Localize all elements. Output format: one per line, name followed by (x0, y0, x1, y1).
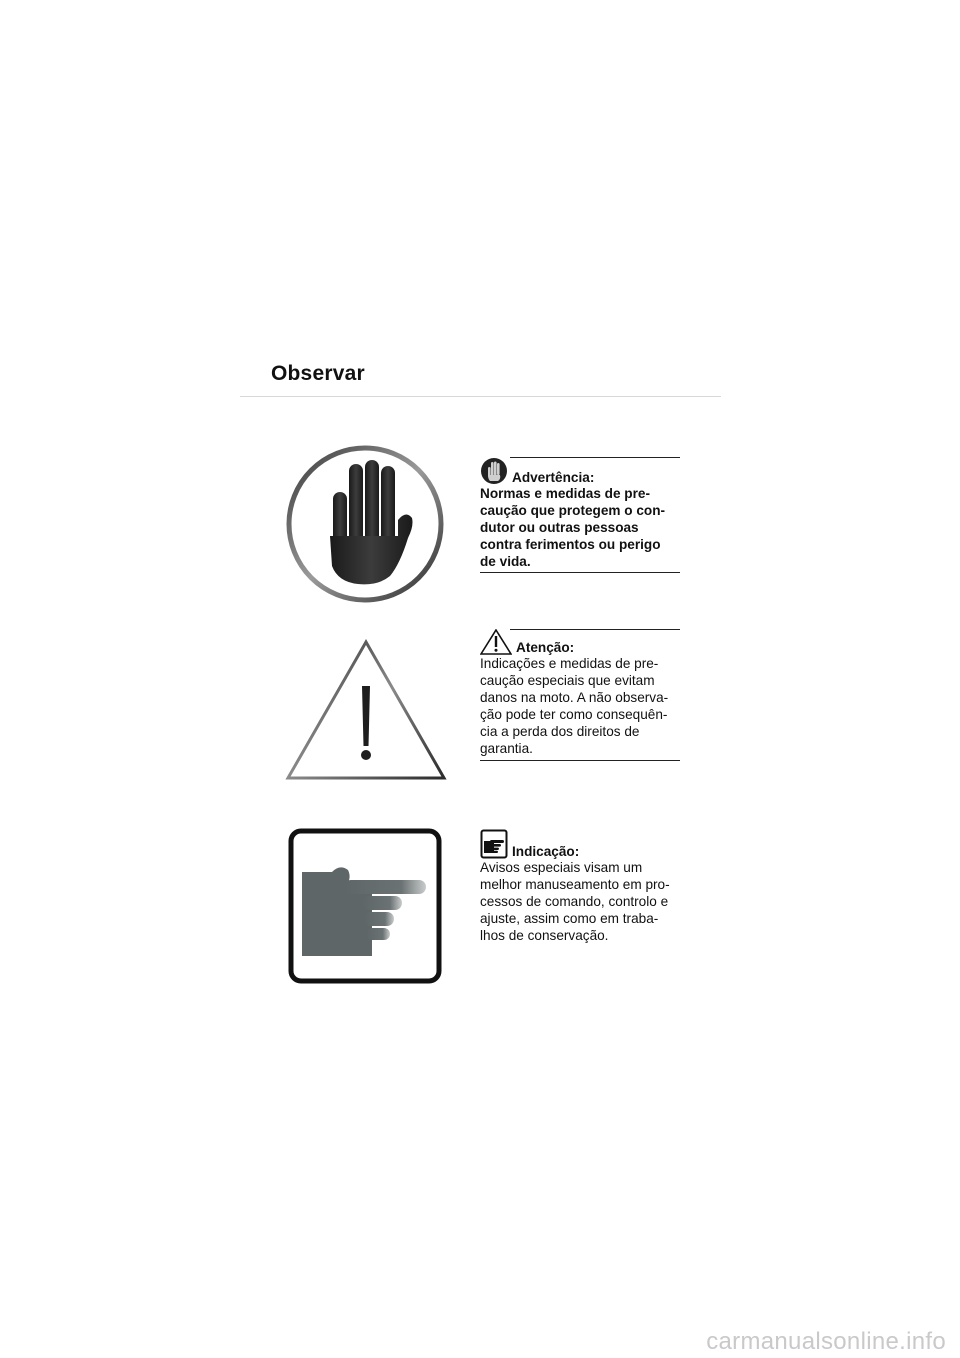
caution-heading: Atenção: (516, 640, 575, 655)
page-title: Observar (271, 362, 365, 385)
caution-bottom-rule (480, 760, 680, 761)
exclamation-triangle-icon (284, 638, 448, 782)
title-divider (240, 396, 721, 397)
watermark-footer: carmanualsonline.info (706, 1328, 946, 1355)
note-section (480, 830, 680, 944)
note-body: Avisos especiais visam um melhor manuseamento em pro-cessos de comando, controlo e ajuste, assim como em traba-lhos de conservação. (480, 860, 670, 944)
warning-bottom-rule (480, 572, 680, 573)
warning-heading: Advertência: (512, 470, 595, 485)
stop-hand-icon (286, 444, 446, 606)
warning-body: Normas e medidas de pre-caução que protegem o con-dutor ou outras pessoas contra ferimentos ou perigo de vida. (480, 486, 666, 570)
caution-body: Indicações e medidas de pre-caução especiais que evitam danos na moto. A não observa-ção pode ter como consequên-cia a perda dos direitos de garantia. (480, 656, 669, 757)
note-heading: Indicação: (512, 844, 580, 859)
exclamation-triangle-icon (480, 629, 512, 655)
warning-section (480, 457, 680, 573)
caution-section (480, 629, 680, 761)
pointing-hand-icon (288, 828, 442, 984)
pointing-hand-icon (480, 829, 508, 859)
stop-hand-icon (480, 457, 508, 485)
